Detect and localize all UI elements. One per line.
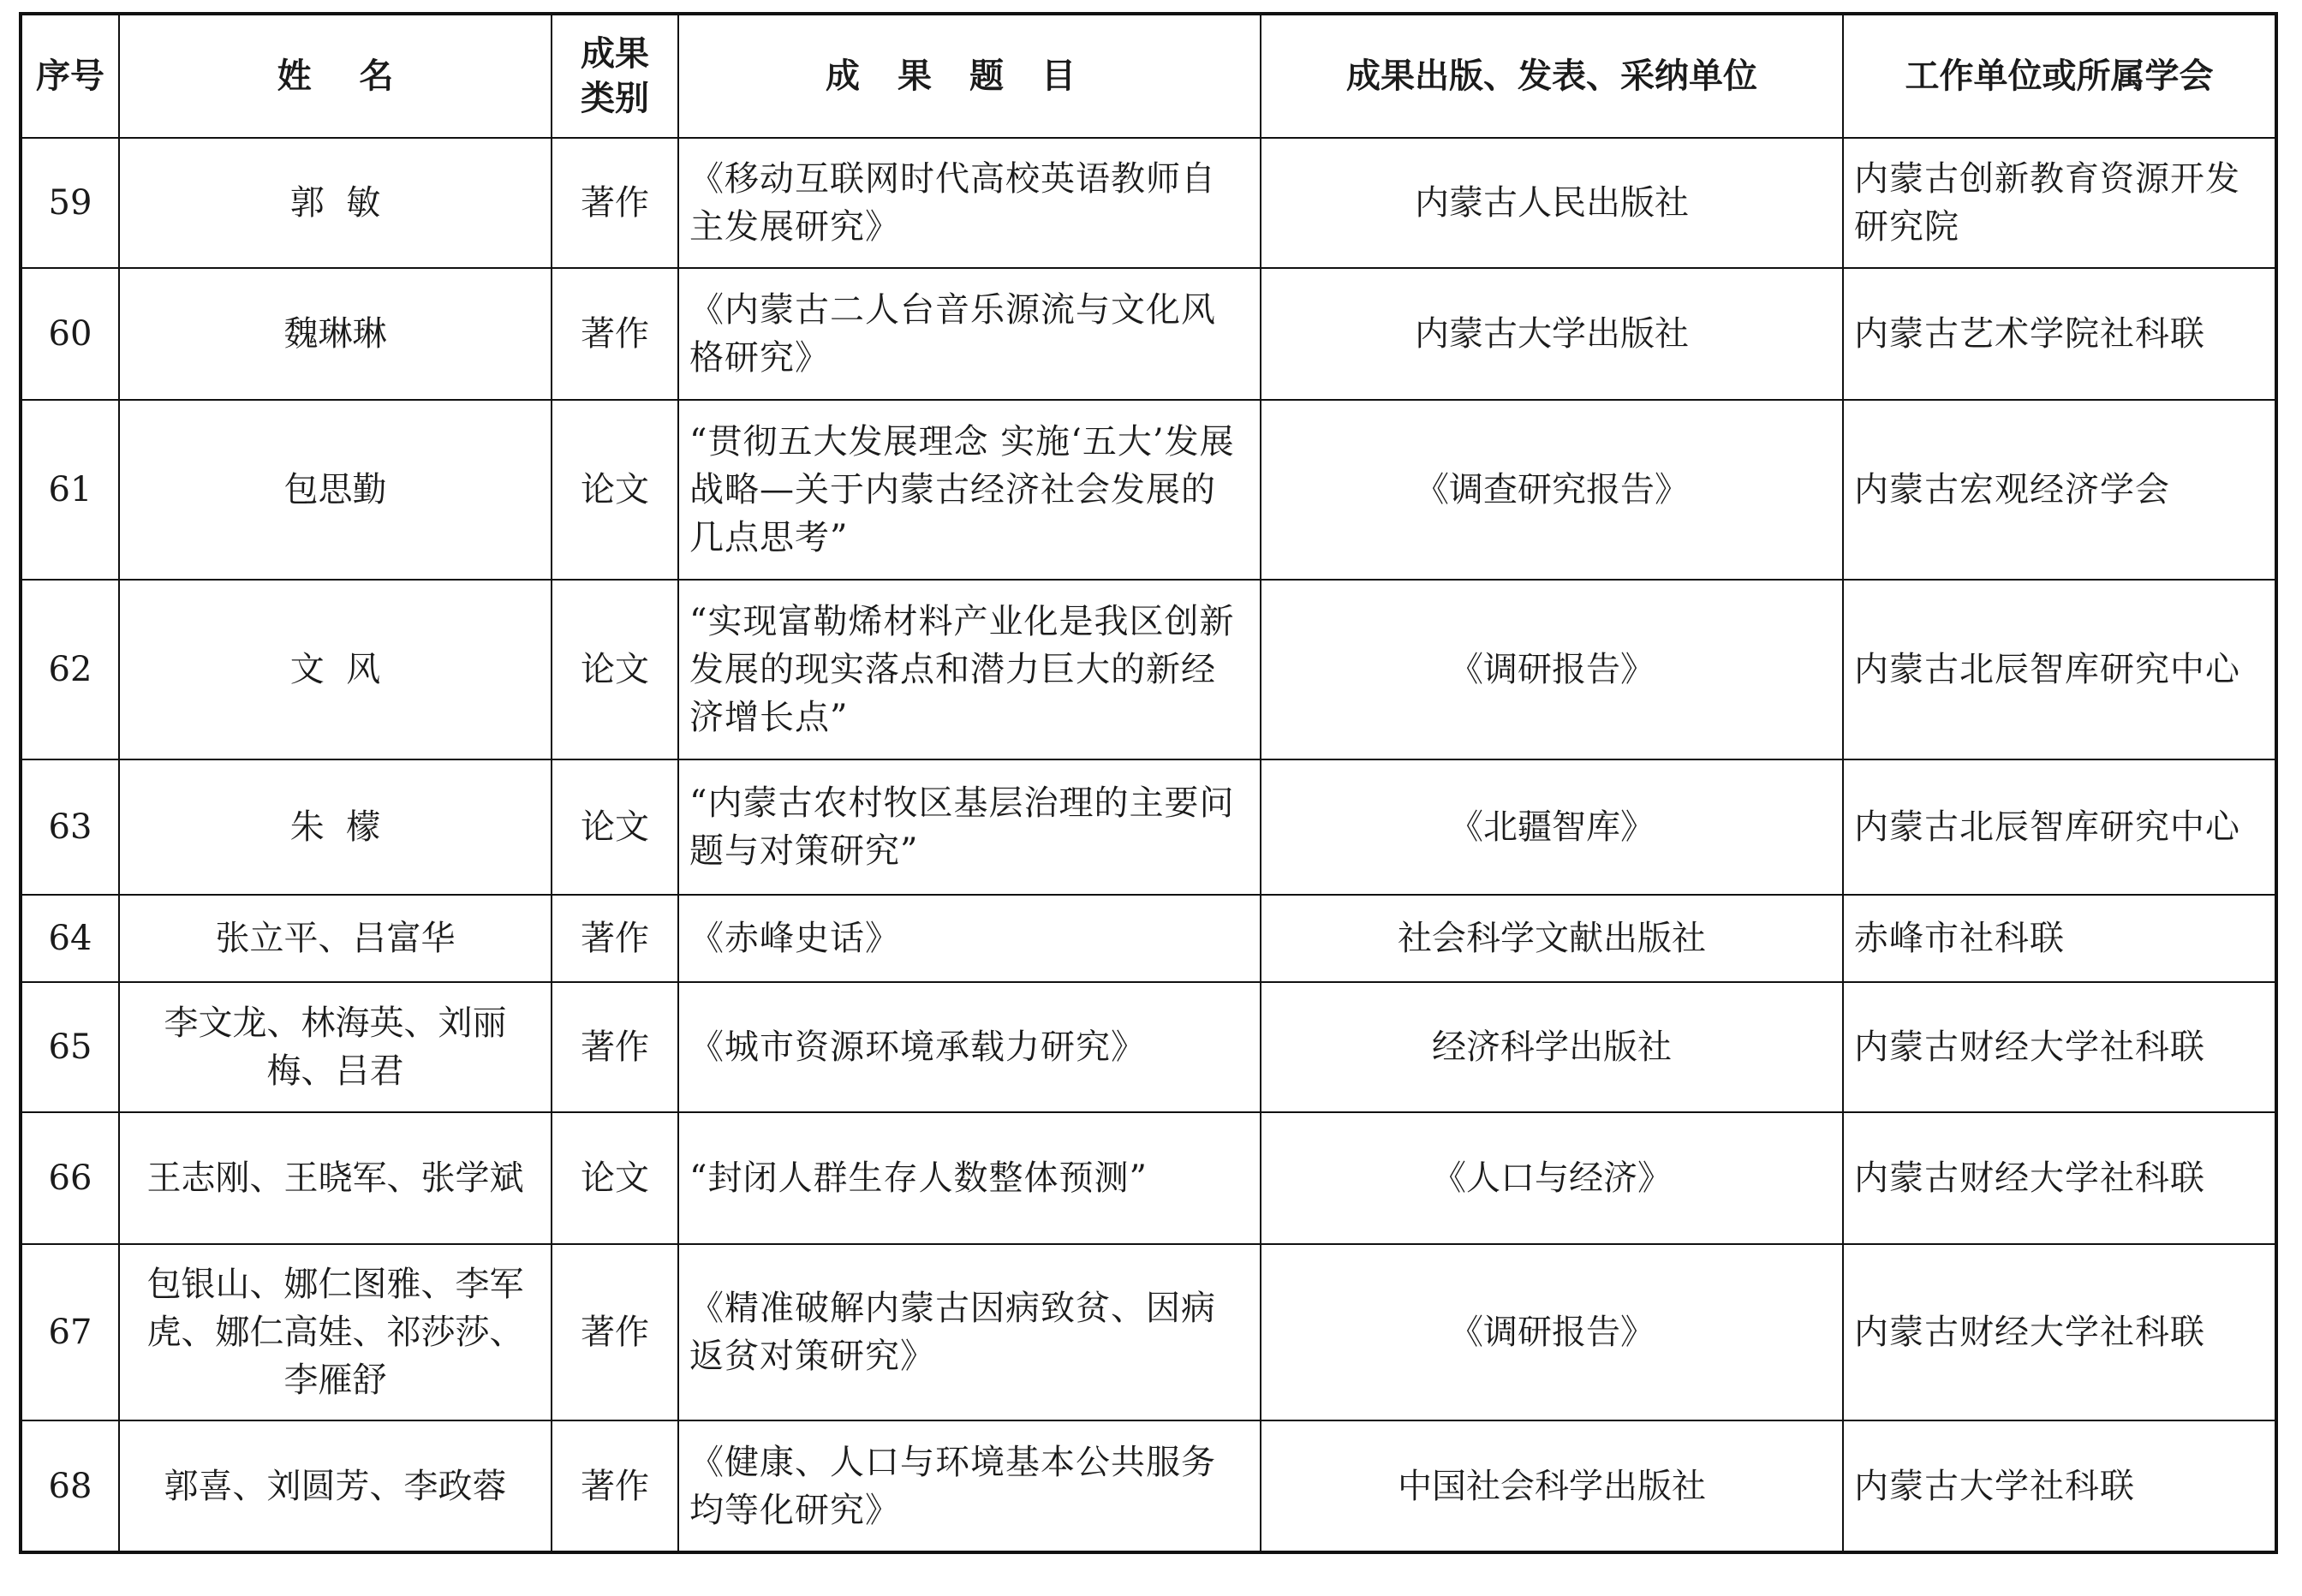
publisher: 《调研报告》 xyxy=(1261,580,1843,759)
organization: 赤峰市社科联 xyxy=(1843,895,2276,982)
result-title: 《城市资源环境承载力研究》 xyxy=(678,982,1261,1112)
result-title: “贯彻五大发展理念 实施‘五大’发展战略—关于内蒙古经济社会发展的几点思考” xyxy=(678,400,1261,580)
table-row xyxy=(21,895,2276,982)
table-row xyxy=(21,1420,2276,1552)
publisher: 内蒙古大学出版社 xyxy=(1261,268,1843,400)
result-category: 论文 xyxy=(552,759,678,895)
organization: 内蒙古艺术学院社科联 xyxy=(1843,268,2276,400)
header-organization: 工作单位或所属学会 xyxy=(1843,14,2276,138)
table-row xyxy=(21,759,2276,895)
table-row xyxy=(21,268,2276,400)
table-row xyxy=(21,580,2276,759)
result-category: 著作 xyxy=(552,982,678,1112)
row-number: 61 xyxy=(21,400,119,580)
organization: 内蒙古财经大学社科联 xyxy=(1843,1244,2276,1420)
author-names: 魏琳琳 xyxy=(119,268,552,400)
row-number: 68 xyxy=(21,1420,119,1552)
result-title: 《健康、人口与环境基本公共服务均等化研究》 xyxy=(678,1420,1261,1552)
table-body xyxy=(21,138,2276,1552)
publisher: 中国社会科学出版社 xyxy=(1261,1420,1843,1552)
result-category: 著作 xyxy=(552,1420,678,1552)
result-title: “实现富勒烯材料产业化是我区创新发展的现实落点和潜力巨大的新经济增长点” xyxy=(678,580,1261,759)
organization: 内蒙古大学社科联 xyxy=(1843,1420,2276,1552)
organization: 内蒙古创新教育资源开发研究院 xyxy=(1843,138,2276,268)
organization: 内蒙古财经大学社科联 xyxy=(1843,1112,2276,1244)
author-names: 王志刚、王晓军、张学斌 xyxy=(119,1112,552,1244)
header-num: 序号 xyxy=(21,14,119,138)
result-title: 《赤峰史话》 xyxy=(678,895,1261,982)
row-number: 66 xyxy=(21,1112,119,1244)
author-names: 朱 檬 xyxy=(119,759,552,895)
organization: 内蒙古宏观经济学会 xyxy=(1843,400,2276,580)
author-names: 张立平、吕富华 xyxy=(119,895,552,982)
awards-table xyxy=(19,12,2278,1554)
header-publisher: 成果出版、发表、采纳单位 xyxy=(1261,14,1843,138)
result-category: 著作 xyxy=(552,138,678,268)
header-category: 成果类别 xyxy=(552,14,678,138)
organization: 内蒙古北辰智库研究中心 xyxy=(1843,580,2276,759)
header-name: 姓 名 xyxy=(119,14,552,138)
result-title: “封闭人群生存人数整体预测” xyxy=(678,1112,1261,1244)
publisher: 《人口与经济》 xyxy=(1261,1112,1843,1244)
author-names: 文 风 xyxy=(119,580,552,759)
author-names: 包思勤 xyxy=(119,400,552,580)
result-category: 著作 xyxy=(552,1244,678,1420)
result-category: 著作 xyxy=(552,895,678,982)
header-title: 成果题目 xyxy=(678,14,1261,138)
author-names: 包银山、娜仁图雅、李军虎、娜仁高娃、祁莎莎、李雁舒 xyxy=(119,1244,552,1420)
header-row xyxy=(21,14,2276,138)
result-category: 论文 xyxy=(552,400,678,580)
row-number: 63 xyxy=(21,759,119,895)
row-number: 64 xyxy=(21,895,119,982)
publisher: 《调研报告》 xyxy=(1261,1244,1843,1420)
result-category: 著作 xyxy=(552,268,678,400)
row-number: 62 xyxy=(21,580,119,759)
row-number: 60 xyxy=(21,268,119,400)
author-names: 李文龙、林海英、刘丽梅、吕君 xyxy=(119,982,552,1112)
organization: 内蒙古财经大学社科联 xyxy=(1843,982,2276,1112)
row-number: 65 xyxy=(21,982,119,1112)
result-title: 《内蒙古二人台音乐源流与文化风格研究》 xyxy=(678,268,1261,400)
publisher: 《调查研究报告》 xyxy=(1261,400,1843,580)
table-row xyxy=(21,138,2276,268)
table-row xyxy=(21,982,2276,1112)
result-title: “内蒙古农村牧区基层治理的主要问题与对策研究” xyxy=(678,759,1261,895)
result-category: 论文 xyxy=(552,1112,678,1244)
result-title: 《精准破解内蒙古因病致贫、因病返贫对策研究》 xyxy=(678,1244,1261,1420)
table-row xyxy=(21,1244,2276,1420)
table-row xyxy=(21,400,2276,580)
result-title: 《移动互联网时代高校英语教师自主发展研究》 xyxy=(678,138,1261,268)
result-category: 论文 xyxy=(552,580,678,759)
publisher: 内蒙古人民出版社 xyxy=(1261,138,1843,268)
publisher: 社会科学文献出版社 xyxy=(1261,895,1843,982)
organization: 内蒙古北辰智库研究中心 xyxy=(1843,759,2276,895)
publisher: 《北疆智库》 xyxy=(1261,759,1843,895)
table-row xyxy=(21,1112,2276,1244)
author-names: 郭喜、刘圆芳、李政蓉 xyxy=(119,1420,552,1552)
row-number: 59 xyxy=(21,138,119,268)
author-names: 郭 敏 xyxy=(119,138,552,268)
publisher: 经济科学出版社 xyxy=(1261,982,1843,1112)
row-number: 67 xyxy=(21,1244,119,1420)
